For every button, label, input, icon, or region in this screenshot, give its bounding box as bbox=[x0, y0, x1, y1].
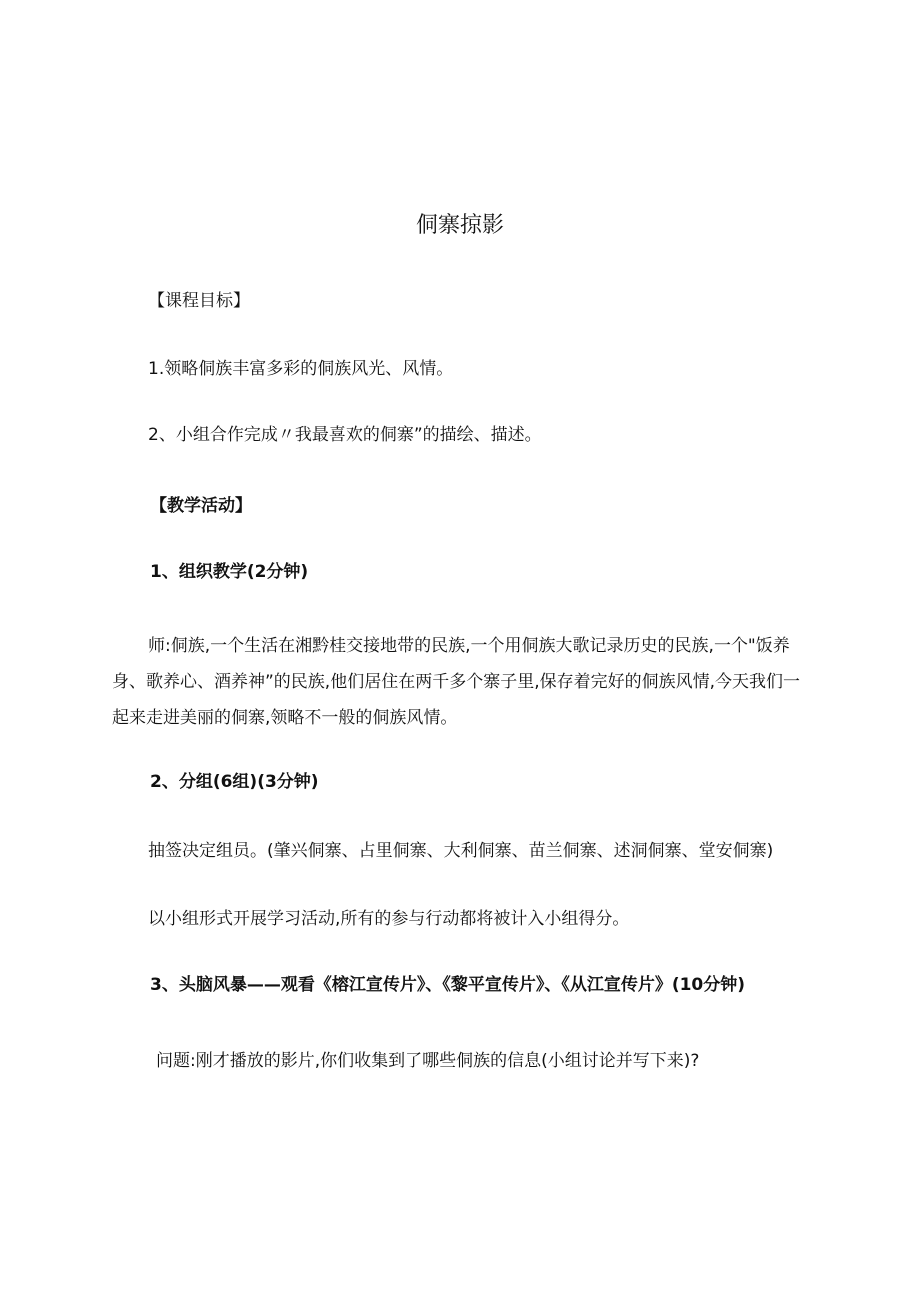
step-1-heading: 1、组织教学(2分钟) bbox=[150, 562, 309, 582]
goal-item-2: 2、小组合作完成〃我最喜欢的侗寨”的描绘、描述。 bbox=[148, 425, 542, 445]
step-2-heading: 2、分组(6组)(3分钟) bbox=[150, 772, 319, 792]
document-title: 侗寨掠影 bbox=[415, 213, 504, 238]
goal-item-1: 1.领略侗族丰富多彩的侗族风光、风情。 bbox=[148, 359, 454, 379]
step-2-paragraph-2: 以小组形式开展学习活动,所有的参与行动都将被计入小组得分。 bbox=[148, 909, 630, 929]
step-1-paragraph: 师:侗族,一个生活在湘黔桂交接地带的民族,一个用侗族大歌记录历史的民族,一个"饭养身、歌养心、酒养神”的民族,他们居住在两千多个寨子里,保存着完好的侗族风情,今天我们一起来走进美丽的侗寨,领略不一般的侗族风情。 bbox=[112, 636, 801, 728]
step-2-paragraph-1: 抽签决定组员。(肇兴侗寨、占里侗寨、大利侗寨、苗兰侗寨、述洞侗寨、堂安侗寨) bbox=[148, 841, 774, 861]
course-goals-heading: 【课程目标】 bbox=[148, 291, 250, 311]
step-3-question: 问题:刚才播放的影片,你们收集到了哪些侗族的信息(小组讨论并写下来)? bbox=[156, 1051, 700, 1071]
step-3-heading: 3、头脑风暴——观看《榕江宣传片》、《黎平宣传片》、《从江宣传片》(10分钟) bbox=[150, 975, 746, 995]
activities-heading: 【教学活动】 bbox=[150, 496, 252, 516]
